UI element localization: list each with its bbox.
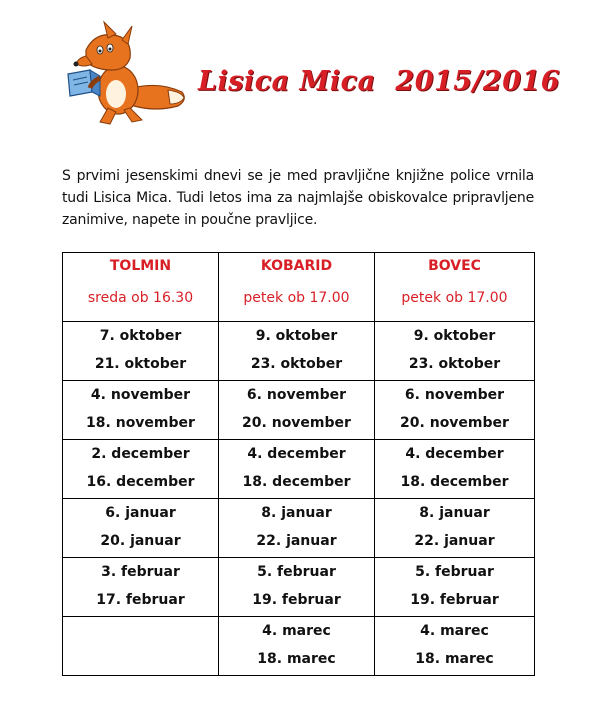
schedule-table <box>62 252 535 676</box>
schedule-cell <box>375 617 535 676</box>
schedule-cell <box>219 558 375 617</box>
session-date: 19. februar <box>252 592 341 608</box>
table-row <box>63 558 535 617</box>
table-row <box>63 499 535 558</box>
session-date: 22. januar <box>256 533 337 549</box>
schedule-cell <box>375 499 535 558</box>
column-header-kobarid <box>219 253 375 322</box>
session-date: 6. november <box>404 387 505 403</box>
fox-reading-illustration <box>56 20 190 130</box>
session-date: 4. december <box>405 446 504 462</box>
session-date: 6. januar <box>105 505 176 521</box>
session-date: 8. januar <box>261 505 332 521</box>
schedule-cell <box>63 440 219 499</box>
session-date: 8. januar <box>419 505 490 521</box>
session-date: 23. oktober <box>408 356 501 372</box>
table-header-row <box>63 253 535 322</box>
session-date <box>63 647 218 675</box>
schedule-cell <box>375 558 535 617</box>
session-date: 23. oktober <box>250 356 343 372</box>
session-date: 21. oktober <box>94 356 187 372</box>
session-date: 6. november <box>246 387 347 403</box>
session-date: 16. december <box>86 474 195 490</box>
session-date: 18. marec <box>257 651 336 667</box>
session-date: 9. oktober <box>413 328 496 344</box>
session-date: 7. oktober <box>99 328 182 344</box>
schedule-cell <box>219 499 375 558</box>
session-date: 20. november <box>242 415 351 431</box>
session-date: 4. december <box>247 446 346 462</box>
session-date: 20. november <box>400 415 509 431</box>
column-header-bovec <box>375 253 535 322</box>
schedule-body <box>63 322 535 676</box>
town-name: BOVEC <box>428 258 481 274</box>
session-date: 22. januar <box>414 533 495 549</box>
schedule-cell <box>219 322 375 381</box>
session-date: 5. februar <box>415 564 494 580</box>
session-date: 17. februar <box>96 592 185 608</box>
table-row <box>63 440 535 499</box>
schedule-cell <box>375 381 535 440</box>
schedule-cell <box>63 381 219 440</box>
schedule-cell <box>219 617 375 676</box>
schedule-cell <box>219 440 375 499</box>
page-title: Lisica Mica 2015/2016 <box>198 66 561 97</box>
schedule-cell <box>375 322 535 381</box>
session-date: 4. marec <box>420 623 489 639</box>
schedule-cell <box>63 499 219 558</box>
session-date: 3. februar <box>101 564 180 580</box>
session-date: 18. december <box>242 474 351 490</box>
session-date: 20. januar <box>100 533 181 549</box>
session-date: 19. februar <box>410 592 499 608</box>
session-date: 18. marec <box>415 651 494 667</box>
session-date: 2. december <box>91 446 190 462</box>
schedule-cell <box>63 558 219 617</box>
session-time: petek ob 17.00 <box>401 290 508 306</box>
schedule-cell <box>219 381 375 440</box>
intro-paragraph: S prvimi jesenskimi dnevi se je med pravljične knjižne police vrnila tudi Lisica Mica. Tudi letos ima za najmlajše obiskovalce pripravljene zanimive, napete in poučne pravljice. <box>62 168 534 228</box>
session-date: 9. oktober <box>255 328 338 344</box>
session-date: 18. december <box>400 474 509 490</box>
schedule-cell <box>63 617 219 676</box>
session-date <box>63 619 218 647</box>
session-date: 4. marec <box>262 623 331 639</box>
schedule-cell <box>375 440 535 499</box>
schedule-cell <box>63 322 219 381</box>
table-row <box>63 617 535 676</box>
town-name: TOLMIN <box>109 258 172 274</box>
session-date: 18. november <box>86 415 195 431</box>
town-name: KOBARID <box>260 258 333 274</box>
table-row <box>63 322 535 381</box>
session-time: petek ob 17.00 <box>243 290 350 306</box>
session-date: 5. februar <box>257 564 336 580</box>
session-date: 4. november <box>90 387 191 403</box>
table-row <box>63 381 535 440</box>
column-header-tolmin <box>63 253 219 322</box>
session-time: sreda ob 16.30 <box>87 290 194 306</box>
